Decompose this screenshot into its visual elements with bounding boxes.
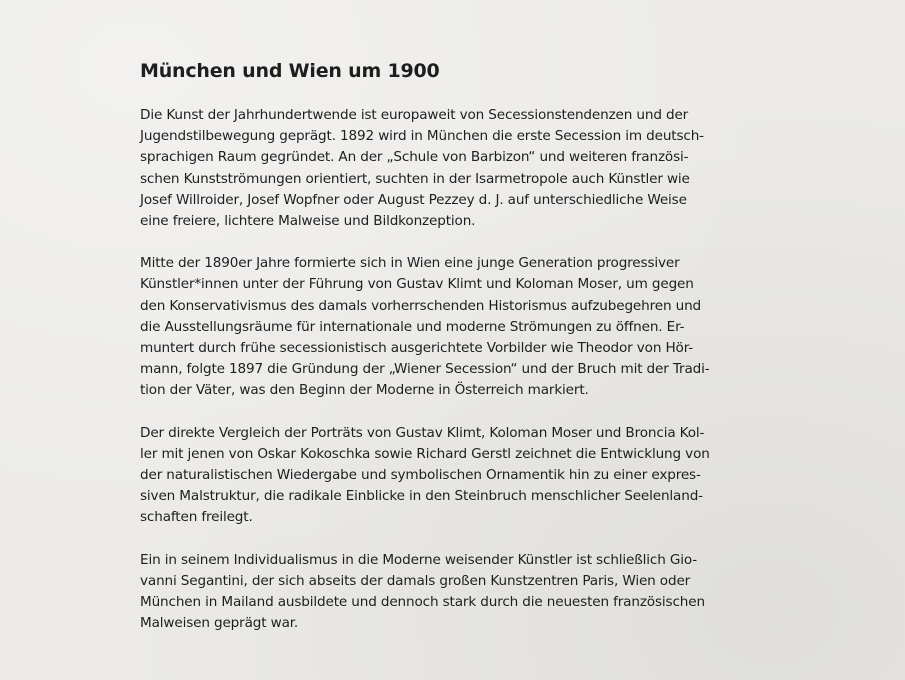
- panel-title: München und Wien um 1900: [140, 60, 440, 82]
- wall-text-panel: [140, 58, 740, 655]
- text-line: eine freiere, lichtere Malweise und Bildkonzeption.: [140, 213, 476, 230]
- text-line: siven Malstruktur, die radikale Einblicke in den Steinbruch menschlicher Seelenland-: [140, 488, 703, 505]
- text-line: muntert durch frühe secessionistisch ausgerichtete Vorbilder wie Theodor von Hör-: [140, 340, 694, 357]
- text-line: schen Kunstströmungen orientiert, suchten in der Isarmetropole auch Künstler wie: [140, 170, 690, 187]
- text-line: der naturalistischen Wiedergabe und symbolischen Ornamentik hin zu einer expres-: [140, 467, 701, 484]
- text-line: den Konservativismus des damals vorherrschenden Historismus aufzubegehren und: [140, 297, 702, 314]
- text-line: schaften freilegt.: [140, 509, 253, 526]
- text-line: vanni Segantini, der sich abseits der damals großen Kunstzentren Paris, Wien oder: [140, 572, 691, 589]
- paragraph-4: [140, 550, 740, 635]
- paragraph-3: [140, 423, 740, 529]
- text-line: mann, folgte 1897 die Gründung der „Wiener Secession“ und der Bruch mit der Tradi-: [140, 361, 710, 378]
- text-line: München in Mailand ausbildete und dennoch stark durch die neuesten französischen: [140, 594, 705, 611]
- text-line: Die Kunst der Jahrhundertwende ist europaweit von Secessionstendenzen und der: [140, 107, 689, 123]
- text-line: Ein in seinem Individualismus in die Moderne weisender Künstler ist schließlich Gio-: [140, 551, 698, 568]
- text-line: die Ausstellungsräume für internationale und moderne Strömungen zu öffnen. Er-: [140, 318, 685, 335]
- text-line: ler mit jenen von Oskar Kokoschka sowie Richard Gerstl zeichnet die Entwicklung von: [140, 445, 710, 462]
- paragraph-2: [140, 253, 740, 401]
- text-line: sprachigen Raum gegründet. An der „Schule von Barbizon“ und weiteren französi-: [140, 149, 689, 166]
- text-line: Mitte der 1890er Jahre formierte sich in Wien eine junge Generation progressiver: [140, 255, 680, 272]
- text-line: Malweisen geprägt war.: [140, 615, 299, 632]
- paragraphs: [140, 105, 740, 634]
- text-line: Josef Willroider, Josef Wopfner oder August Pezzey d. J. auf unterschiedliche Weise: [140, 191, 687, 208]
- text-line: Künstler*innen unter der Führung von Gustav Klimt und Koloman Moser, um gegen: [140, 276, 694, 293]
- text-line: Der direkte Vergleich der Porträts von Gustav Klimt, Koloman Moser und Broncia Kol-: [140, 424, 705, 441]
- text-line: tion der Väter, was den Beginn der Moderne in Österreich markiert.: [140, 382, 589, 399]
- text-line: Jugendstilbewegung geprägt. 1892 wird in München die erste Secession im deutsch-: [140, 128, 704, 145]
- paragraph-1: [140, 105, 740, 232]
